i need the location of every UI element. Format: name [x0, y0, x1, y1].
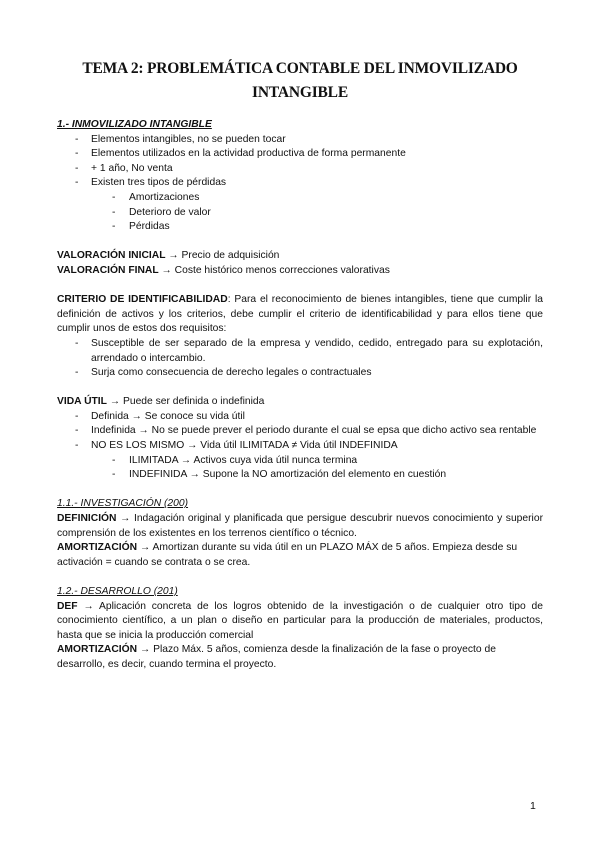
section-heading-desarrollo: 1.2.- DESARROLLO (201): [57, 586, 178, 597]
valoracion-final: VALORACIÓN FINAL → Coste histórico menos correcciones valorativas: [57, 264, 390, 276]
desarrollo-amortizacion: AMORTIZACIÓN → Plazo Máx. 5 años, comienza desde la finalización de la fase o proyecto de desarrollo, es decir, cuando termina el proyecto.: [57, 644, 496, 670]
page-title: TEMA 2: PROBLEMÁTICA CONTABLE DEL INMOVILIZADO: [82, 60, 518, 77]
list-item: - Amortizaciones: [57, 191, 543, 206]
valoracion-inicial: VALORACIÓN INICIAL → Precio de adquisición: [57, 250, 280, 262]
list-item-text: Existen tres tipos de pérdidas: [91, 177, 227, 189]
document-body: [57, 118, 543, 673]
list-item: - Pérdidas: [57, 220, 543, 235]
page-title-line2: INTANGIBLE: [252, 84, 348, 101]
criterio-list: [57, 337, 543, 381]
losses-list: [57, 191, 543, 235]
list-item: - + 1 año, No venta: [57, 162, 543, 177]
vida-util-line: VIDA ÚTIL → Puede ser definida o indefinida: [57, 396, 265, 408]
vida-util-sublist: [57, 454, 543, 483]
section-heading-investigacion: 1.1.- INVESTIGACIÓN (200): [57, 498, 189, 510]
list-item-text: NO ES LOS MISMO → Vida útil ILIMITADA ≠ Vida útil INDEFINIDA: [91, 440, 398, 452]
list-item: - Deterioro de valor: [57, 206, 543, 221]
vida-util-list: [57, 410, 543, 483]
list-item: [57, 176, 543, 234]
list-item: [57, 439, 543, 483]
characteristics-list: [57, 133, 543, 235]
list-item: - Elementos intangibles, no se pueden tocar: [57, 133, 543, 148]
list-item: - INDEFINIDA → Supone la NO amortización del elemento en cuestión: [57, 468, 543, 483]
list-item: - Surja como consecuencia de derecho legales o contractuales: [57, 366, 543, 381]
list-item: - ILIMITADA → Activos cuya vida útil nunca termina: [57, 454, 543, 469]
page-number: 1: [530, 800, 536, 812]
list-item: - Indefinida → No se puede prever el periodo durante el cual se epsa que dicho activo sea rentable: [57, 424, 543, 439]
section-heading-inmovilizado: 1.- INMOVILIZADO INTANGIBLE: [57, 119, 212, 130]
list-item: - Susceptible de ser separado de la empresa y vendido, cedido, entregado para su explotación, arrendado o intercambio.: [57, 337, 543, 366]
investigacion-amortizacion: AMORTIZACIÓN → Amortizan durante su vida útil en un PLAZO MÁX de 5 años. Empieza desde su activación = cuando se contrata o se crea.: [57, 542, 518, 568]
desarrollo-definicion: DEF → Aplicación concreta de los logros obtenido de la investigación o de cualquier otro tipo de conocimiento científico, a un plan o diseño en particular para la producción de materiales, productos, hasta que se inicia la producción comercial: [57, 600, 543, 641]
investigacion-definicion: DEFINICIÓN → Indagación original y planificada que persigue descubrir nuevos conocimiento y superior comprensión de los existentes en los terrenos científico o técnico.: [57, 513, 543, 539]
list-item: - Elementos utilizados en la actividad productiva de forma permanente: [57, 147, 543, 162]
list-item: - Definida → Se conoce su vida útil: [57, 410, 543, 425]
criterio-paragraph: CRITERIO DE IDENTIFICABILIDAD: Para el reconocimiento de bienes intangibles, tiene que cumplir la definición de activos y los criterios, debe cumplir el criterio de identificabilidad y para ellos tiene que cumplir unos de estos dos requisitos:: [57, 294, 543, 335]
